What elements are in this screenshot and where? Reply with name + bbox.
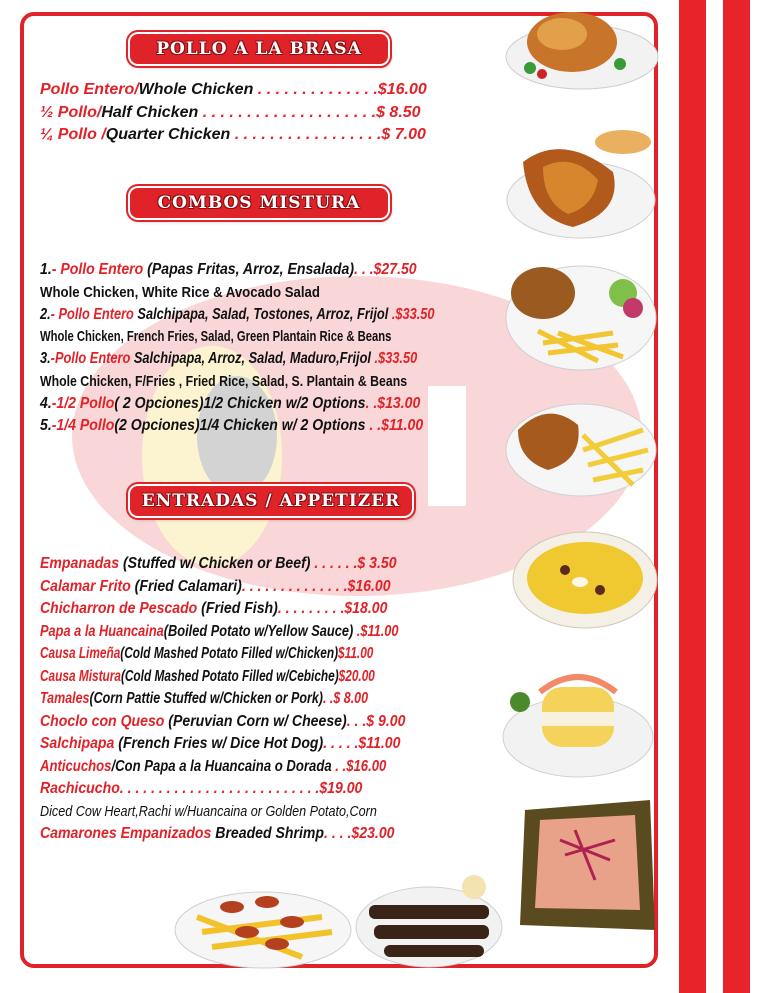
- menu-item: Calamar Frito (Fried Calamari). . . . . . . . . . . . . .$16.00: [40, 577, 391, 595]
- item-dots: . . . . . . . . . . . . . .: [253, 81, 378, 98]
- item-name: ¼ Pollo /: [40, 126, 106, 143]
- item-dots: .: [370, 350, 379, 367]
- menu-item: Tamales(Corn Pattie Stuffed w/Chicken or Pork). .$ 8.00: [40, 690, 369, 707]
- item-desc: Quarter Chicken: [105, 126, 231, 143]
- menu-item: [40, 304, 533, 327]
- salchipapa-photo: [172, 862, 354, 970]
- menu-item: Causa Mistura(Cold Mashed Potato Filled w/Cebiche)$20.00: [40, 667, 375, 685]
- section-banner-combos: [130, 188, 388, 218]
- pollo-list: [40, 79, 427, 147]
- menu-item: [40, 79, 427, 102]
- menu-item: Salchipapa (French Fries w/ Dice Hot Dog). . . . .$11.00: [40, 735, 401, 752]
- item-dots: . . .: [354, 261, 374, 278]
- menu-item: [40, 102, 427, 125]
- item-desc: Salchipapa, Salad, Tostones, Arroz, Frijol: [133, 305, 389, 323]
- item-desc: (2 Opciones)1/4 Chicken w/ 2 Options: [114, 417, 366, 434]
- item-desc: ( 2 Opciones)1/2 Chicken w/2 Options: [114, 394, 366, 412]
- section-banner-pollo: [130, 34, 388, 64]
- decor-stripe-1: [679, 0, 706, 993]
- item-dots: . .: [365, 394, 378, 412]
- item-price: $33.50: [395, 305, 435, 323]
- tamal-photo: [515, 790, 660, 940]
- section-title-entradas: ENTRADAS / APPETIZER: [141, 491, 401, 511]
- menu-item: Empanadas (Stuffed w/ Chicken or Beef) . . . . . .$ 3.50: [40, 555, 397, 572]
- causa-photo: [500, 662, 655, 782]
- chicken-fries-combo-photo: [503, 253, 658, 373]
- item-name: Pollo Entero/: [40, 81, 139, 98]
- entradas-list: [40, 553, 493, 845]
- item-subline: Whole Chicken, French Fries, Salad, Green Plantain Rice & Beans: [40, 328, 392, 345]
- section-title-pollo: POLLO A LA BRASA: [156, 39, 362, 59]
- item-price: $16.00: [377, 81, 427, 98]
- whole-chicken-plate-photo: [502, 2, 662, 94]
- section-banner-entradas: [130, 486, 412, 516]
- item-name: ½ Pollo/: [40, 103, 102, 121]
- menu-item: [40, 348, 533, 371]
- item-name: - Pollo Entero: [50, 305, 134, 323]
- item-subline: Diced Cow Heart,Rachi w/Huancaina or Golden Potato,Corn: [40, 802, 377, 820]
- item-dots: . . . . . . . . . . . . . . . . .: [230, 126, 382, 143]
- anticuchos-photo: [354, 865, 504, 970]
- item-name: -Pollo Entero: [50, 350, 131, 367]
- decor-stripe-2: [723, 0, 750, 993]
- item-subline: Whole Chicken, White Rice & Avocado Salad: [40, 283, 320, 301]
- item-desc: Whole Chicken: [138, 81, 254, 98]
- item-dots: . .: [365, 417, 382, 434]
- item-name: -1/4 Pollo: [51, 417, 115, 434]
- menu-item: Causa Limeña(Cold Mashed Potato Filled w/Chicken)$11.00: [40, 645, 374, 662]
- item-dots: . . . . . . . . . . . . . . . . . . . .: [198, 103, 377, 121]
- item-desc: Salchipapa, Arroz, Salad, Maduro,Frijol: [130, 350, 371, 367]
- menu-item: Rachicucho. . . . . . . . . . . . . . . . . . . . . . . . . .$19.00: [40, 780, 363, 797]
- item-dots: .: [388, 305, 396, 323]
- menu-item: Choclo con Queso (Peruvian Corn w/ Cheese). . .$ 9.00: [40, 712, 406, 730]
- menu-item: Anticuchos/Con Papa a la Huancaina o Dorada . .$16.00: [40, 757, 387, 775]
- menu-item: [40, 415, 533, 438]
- menu-item: Papa a la Huancaina(Boiled Potato w/Yellow Sauce) .$11.00: [40, 622, 399, 640]
- item-number: 5.: [40, 417, 52, 434]
- item-number: 3.: [40, 350, 51, 367]
- item-name: -1/2 Pollo: [51, 394, 115, 412]
- item-price: $13.00: [377, 394, 421, 412]
- combos-list: [40, 259, 533, 438]
- quarter-chicken-photo: [503, 122, 658, 242]
- item-number: 4.: [40, 394, 52, 412]
- menu-item: Camarones Empanizados Breaded Shrimp. . . .$23.00: [40, 824, 395, 842]
- half-chicken-fries-photo: [503, 390, 658, 500]
- item-number: 1.: [40, 261, 52, 278]
- item-price: $ 8.50: [376, 103, 421, 121]
- item-desc: (Papas Fritas, Arroz, Ensalada): [143, 261, 355, 278]
- item-price: $27.50: [373, 261, 417, 278]
- menu-item: [40, 124, 427, 147]
- menu-item: [40, 393, 533, 416]
- item-desc: Half Chicken: [101, 103, 199, 121]
- item-number: 2.: [40, 305, 51, 323]
- papa-huancaina-photo: [510, 520, 660, 635]
- menu-item: [40, 259, 533, 282]
- item-price: $ 7.00: [381, 126, 426, 143]
- item-name: - Pollo Entero: [51, 261, 144, 278]
- item-price: $11.00: [381, 417, 424, 434]
- menu-item: Chicharron de Pescado (Fried Fish). . . . . . . . .$18.00: [40, 600, 388, 617]
- item-price: $33.50: [378, 350, 418, 367]
- item-subline: Whole Chicken, F/Fries , Fried Rice, Salad, S. Plantain & Beans: [40, 372, 408, 390]
- section-title-combos: COMBOS MISTURA: [157, 193, 361, 213]
